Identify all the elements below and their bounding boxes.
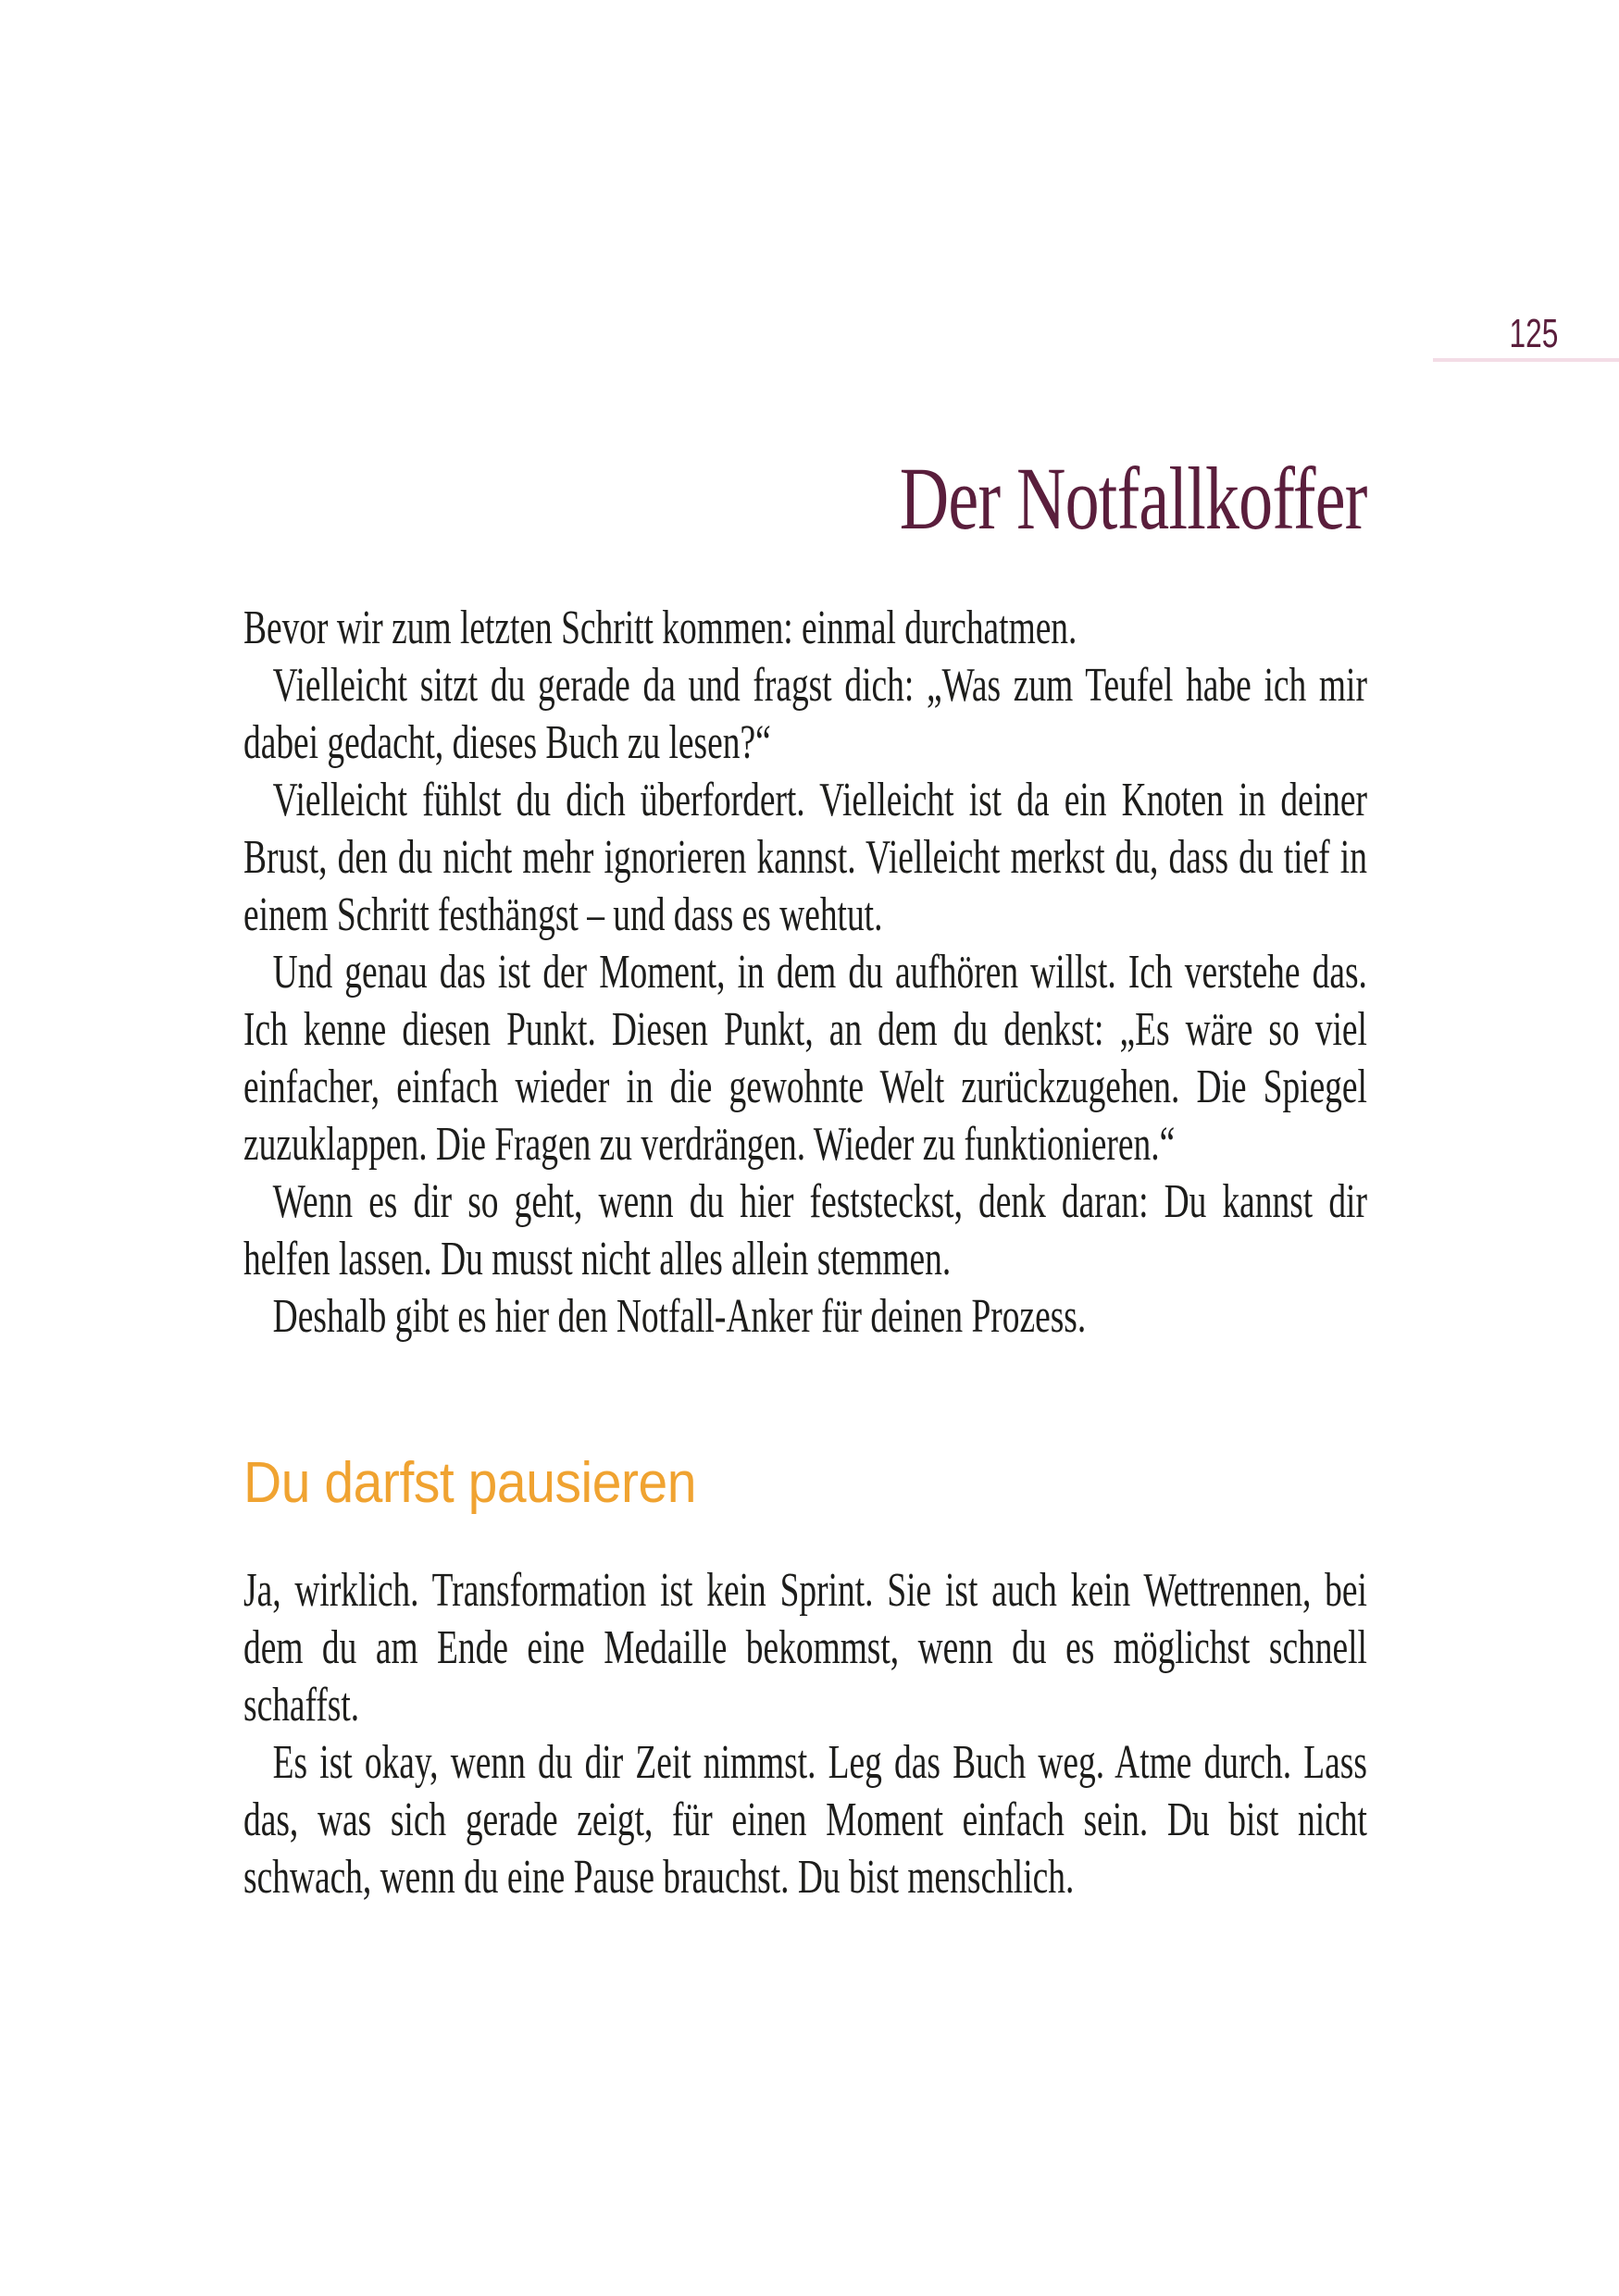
page-number: 125: [1509, 311, 1558, 356]
paragraph: Wenn es dir so geht, wenn du hier feststeckst, denk daran: Du kannst dir helfen lassen. Du musst nicht alles allein stemmen.: [243, 1175, 1367, 1285]
paragraph: Bevor wir zum letzten Schritt kommen: einmal durchatmen.: [243, 602, 1077, 654]
section-heading: [243, 1451, 736, 1515]
section-heading-text: Du darfst pausieren: [243, 1451, 697, 1515]
paragraph: Deshalb gibt es hier den Notfall-Anker für deinen Prozess.: [272, 1290, 1087, 1343]
page-number-rule: [1433, 358, 1619, 362]
body-text-section-1: [243, 600, 1367, 1346]
paragraph: Und genau das ist der Moment, in dem du aufhören willst. Ich verstehe das. Ich kenne diesen Punkt. Diesen Punkt, an dem du denkst: „Es wäre so viel einfacher, einfach wieder in die gewohnte Welt zurückzugehen. Die Spiegel zuzuklappen. Die Fragen zu verdrängen. Wieder zu funktionieren.“: [243, 946, 1367, 1171]
paragraph: Es ist okay, wenn du dir Zeit nimmst. Leg das Buch weg. Atme durch. Lass das, was sich gerade zeigt, für einen Moment einfach sein. Du bist nicht schwach, wenn du eine Pause brauchst. Du bist menschlich.: [243, 1736, 1367, 1904]
paragraph: Vielleicht sitzt du gerade da und fragst dich: „Was zum Teufel habe ich mir dabei gedacht, dieses Buch zu lesen?“: [243, 659, 1367, 769]
paragraph: Ja, wirklich. Transformation ist kein Sprint. Sie ist auch kein Wettrennen, bei dem du am Ende eine Medaille bekommst, wenn du es möglichst schnell schaffst.: [243, 1564, 1367, 1731]
chapter-title: [243, 449, 1367, 548]
body-text-section-2: [243, 1562, 1367, 1906]
chapter-title-text: Der Notfallkoffer: [900, 449, 1367, 548]
paragraph: Vielleicht fühlst du dich überfordert. Vielleicht ist da ein Knoten in deiner Brust, den du nicht mehr ignorieren kannst. Vielleicht merkst du, dass du tief in einem Schritt festhängst – und dass es wehtut.: [243, 774, 1367, 941]
